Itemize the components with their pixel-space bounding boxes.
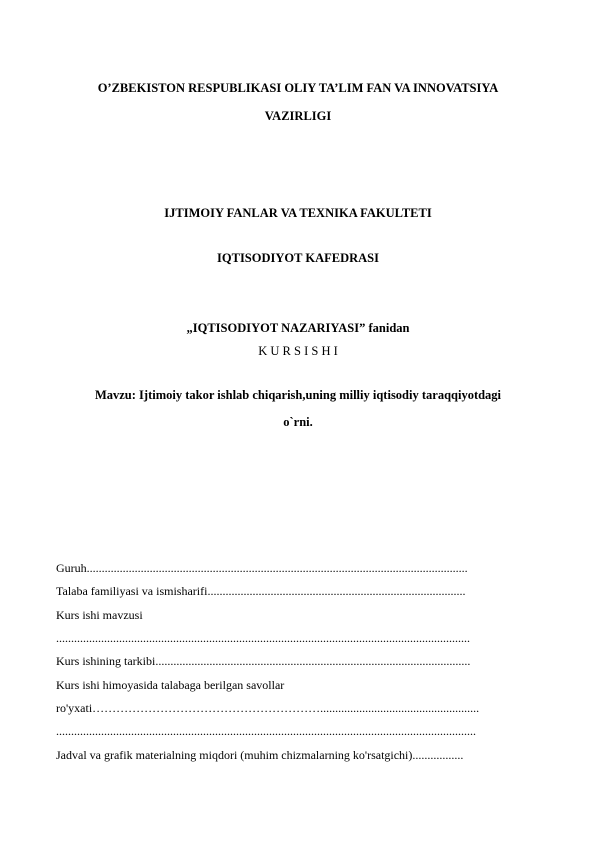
topic-line2: o`rni.: [283, 415, 313, 429]
course-topic-label: Kurs ishi mavzusi: [56, 608, 143, 622]
tables-graphs-field: Jadval va grafik materialning miqdori (muhim chizmalarning ko'rsatgichi).................: [56, 748, 464, 762]
topic-line1: Mavzu: Ijtimoiy takor ishlab chiqarish,uning milliy iqtisodiy taraqqiyotdagi: [94, 388, 502, 402]
group-field: Guruh...............................................................................................................................: [56, 561, 468, 575]
department-name: IQTISODIYOT KAFEDRASI: [217, 251, 379, 265]
defense-questions-label: Kurs ishi himoyasida talabaga berilgan savollar: [56, 678, 285, 692]
work-type: K U R S I S H I: [258, 344, 338, 358]
ministry-title-line1: O’ZBEKISTON RESPUBLIKASI OLIY TA’LIM FAN VA INNOVATSIYA: [97, 81, 499, 95]
subject-title: „IQTISODIYOT NAZARIYASI” fanidan: [186, 321, 410, 335]
ministry-title-line2: VAZIRLIGI: [264, 109, 332, 123]
defense-questions-dots: ............................................................................................................................................: [56, 724, 476, 738]
course-topic-dots: ..........................................................................................................................................: [56, 631, 470, 645]
defense-questions-list: ro'yxati………………………………………………….....................................................: [56, 701, 480, 715]
course-structure-field: Kurs ishining tarkibi.........................................................................................................: [56, 654, 471, 668]
student-name-field: Talaba familiyasi va ismisharifi......................................................................................: [56, 584, 466, 598]
faculty-name: IJTIMOIY FANLAR VA TEXNIKA FAKULTETI: [164, 206, 432, 220]
